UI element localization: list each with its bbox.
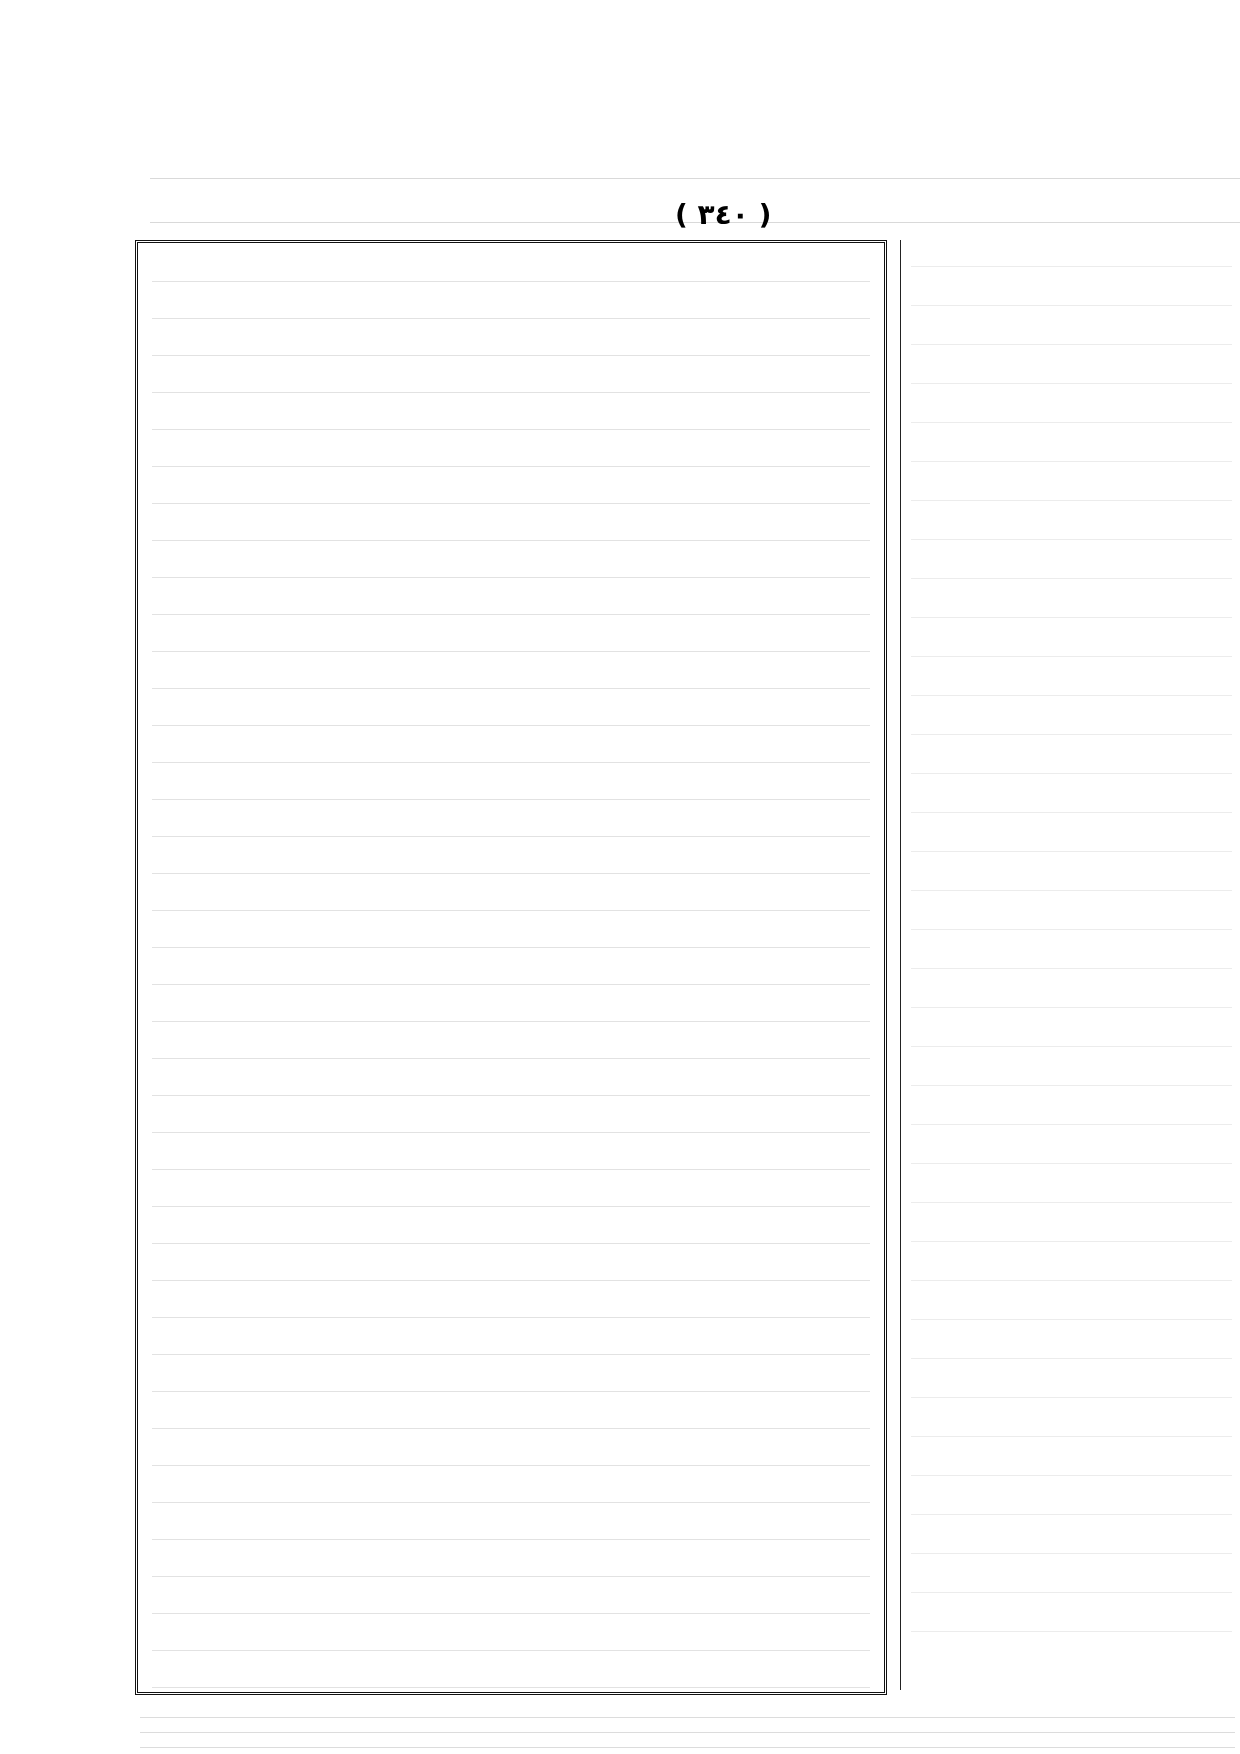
main-text-line <box>152 958 870 985</box>
main-text-line <box>152 1254 870 1281</box>
main-text-line <box>152 1180 870 1207</box>
margin-text-line <box>911 435 1232 462</box>
main-text-line <box>152 773 870 800</box>
margin-text-line <box>911 1371 1232 1398</box>
margin-text-line <box>911 1176 1232 1203</box>
margin-text-line <box>911 1293 1232 1320</box>
margin-text-line <box>911 279 1232 306</box>
main-text-line <box>152 1217 870 1244</box>
main-text-line <box>152 1365 870 1392</box>
margin-text-line <box>911 786 1232 813</box>
main-text-line <box>152 1550 870 1577</box>
margin-text-line <box>911 357 1232 384</box>
main-text-line <box>152 403 870 430</box>
main-text-line <box>152 921 870 948</box>
main-text-line <box>152 1106 870 1133</box>
footer-text-line <box>140 1735 1235 1748</box>
main-text-line <box>152 625 870 652</box>
main-text-line <box>152 1439 870 1466</box>
main-text-line <box>152 1624 870 1651</box>
main-text-line <box>152 1513 870 1540</box>
header-line <box>150 144 1240 179</box>
main-text-line <box>152 1291 870 1318</box>
main-text-line <box>152 1328 870 1355</box>
main-text-line <box>152 662 870 689</box>
margin-text-line <box>911 981 1232 1008</box>
margin-text-line <box>911 591 1232 618</box>
main-text-line <box>152 995 870 1022</box>
margin-text-line <box>911 1410 1232 1437</box>
main-text-line <box>152 292 870 319</box>
margin-text-line <box>911 513 1232 540</box>
margin-text-line <box>911 474 1232 501</box>
main-text-line <box>152 736 870 763</box>
main-text-line <box>152 884 870 911</box>
main-text-line <box>152 514 870 541</box>
margin-text-line <box>911 1098 1232 1125</box>
margin-text-line <box>911 669 1232 696</box>
main-text-line <box>152 1402 870 1429</box>
footer-text-line <box>140 1720 1235 1733</box>
footer-text-line <box>140 1705 1235 1718</box>
margin-text-line <box>911 825 1232 852</box>
main-text-line <box>152 366 870 393</box>
margin-text-line <box>911 1020 1232 1047</box>
margin-text-line <box>911 630 1232 657</box>
margin-text-line <box>911 396 1232 423</box>
main-text-line <box>152 588 870 615</box>
margin-text-line <box>911 552 1232 579</box>
margin-text-line <box>911 1059 1232 1086</box>
footer-notes <box>140 1705 1235 1750</box>
margin-text-line <box>911 942 1232 969</box>
margin-text-line <box>911 1605 1232 1632</box>
margin-gloss-column <box>900 240 1236 1690</box>
margin-text-line <box>911 1488 1232 1515</box>
main-commentary-lines <box>152 255 870 1680</box>
margin-text-line <box>911 1527 1232 1554</box>
main-text-line <box>152 477 870 504</box>
margin-text-line <box>911 1449 1232 1476</box>
main-text-line <box>152 1587 870 1614</box>
main-text-line <box>152 440 870 467</box>
margin-text-line <box>911 240 1232 267</box>
main-commentary-frame <box>135 240 887 1695</box>
page-number: ( ٣٤٠ ) <box>675 198 772 231</box>
margin-text-line <box>911 1332 1232 1359</box>
margin-text-line <box>911 747 1232 774</box>
main-text-line <box>152 699 870 726</box>
main-text-line <box>152 1069 870 1096</box>
margin-text-line <box>911 1215 1232 1242</box>
margin-text-line <box>911 1254 1232 1281</box>
main-text-line <box>152 1143 870 1170</box>
main-text-line <box>152 255 870 282</box>
main-text-line <box>152 847 870 874</box>
margin-text-line <box>911 1137 1232 1164</box>
main-text-line <box>152 1661 870 1688</box>
main-text-line <box>152 551 870 578</box>
main-text-line <box>152 810 870 837</box>
main-text-line <box>152 1032 870 1059</box>
margin-text-line <box>911 864 1232 891</box>
main-text-line <box>152 329 870 356</box>
margin-text-line <box>911 318 1232 345</box>
main-text-line <box>152 1476 870 1503</box>
margin-text-line <box>911 1566 1232 1593</box>
margin-text-line <box>911 903 1232 930</box>
margin-text-line <box>911 708 1232 735</box>
